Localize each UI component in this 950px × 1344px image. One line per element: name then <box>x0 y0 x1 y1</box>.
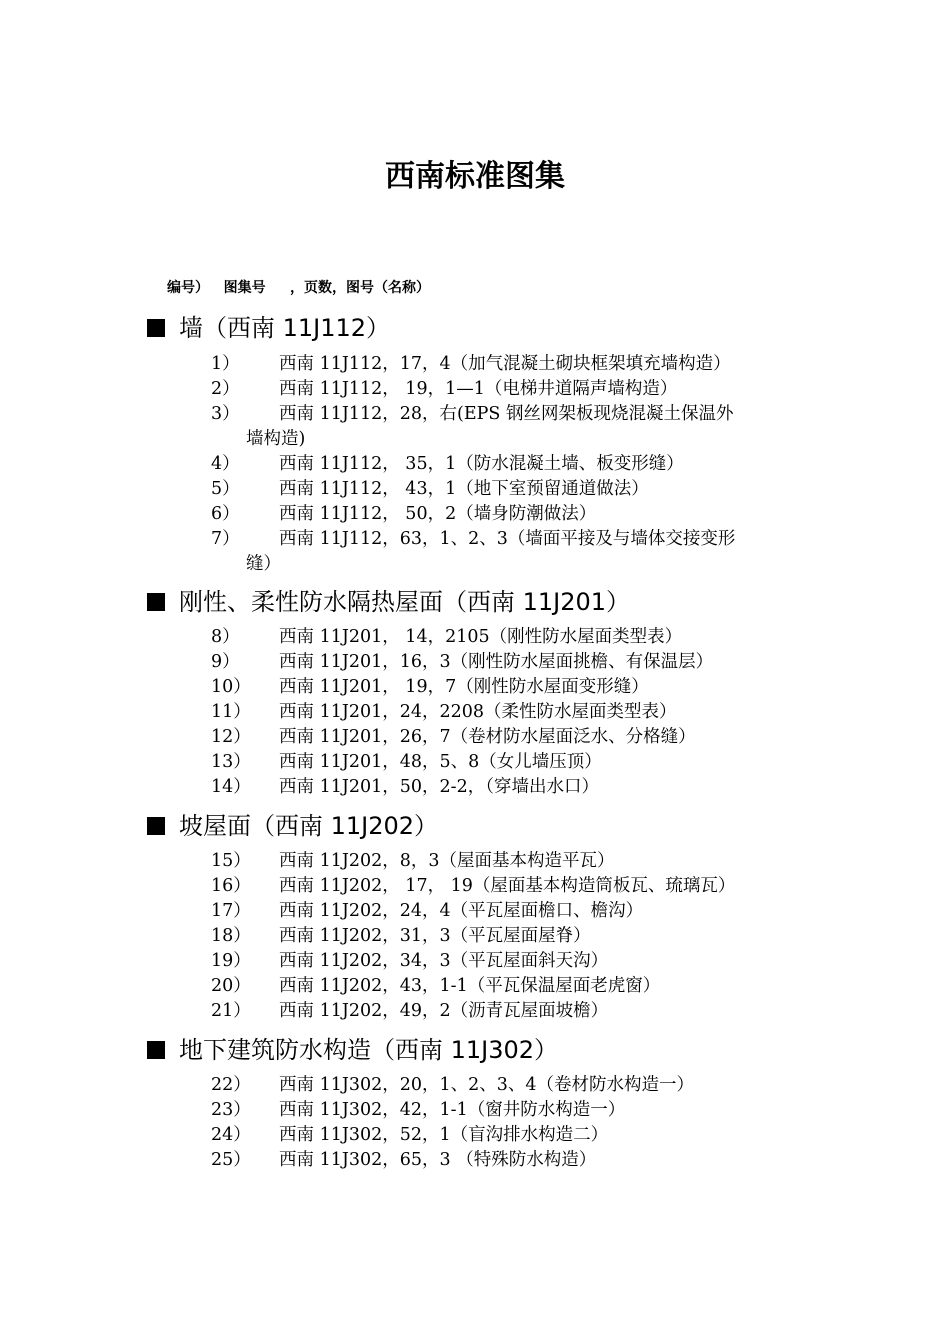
list-item <box>211 924 821 949</box>
section-list-pitched-roof <box>211 849 821 1024</box>
item-text: 西南 11J112， 50，2（墙身防潮做法） <box>279 504 597 524</box>
list-item <box>211 974 821 999</box>
item-text-continued: 墙构造) <box>246 429 306 449</box>
item-number: 1） <box>211 354 240 374</box>
item-number: 23） <box>211 1100 251 1120</box>
list-item <box>211 775 821 800</box>
item-number: 22） <box>211 1075 251 1095</box>
square-bullet-icon <box>147 817 165 835</box>
section-heading-wall <box>147 312 390 344</box>
list-item <box>211 1073 821 1098</box>
item-number: 16） <box>211 876 251 896</box>
item-text: 西南 11J201，24，2208（柔性防水屋面类型表） <box>279 702 677 722</box>
item-text: 西南 11J302，52，1（盲沟排水构造二） <box>279 1125 609 1145</box>
item-text: 西南 11J201，48，5、8（女儿墙压顶） <box>279 752 602 772</box>
list-item <box>211 625 821 650</box>
item-number: 3） <box>211 404 240 424</box>
item-number: 21） <box>211 1001 251 1021</box>
list-item <box>211 874 821 899</box>
item-number: 7） <box>211 529 240 549</box>
item-text: 西南 11J302，42，1-1（窗井防水构造一） <box>279 1100 626 1120</box>
item-text: 西南 11J201， 19，7（刚性防水屋面变形缝） <box>279 677 649 697</box>
item-text: 西南 11J201，50，2-2，（穿墙出水口） <box>279 777 599 797</box>
item-number: 8） <box>211 627 240 647</box>
list-item <box>211 1098 821 1123</box>
item-number: 10） <box>211 677 251 697</box>
section-list-wall <box>211 352 821 577</box>
section-heading-rigid-flexible-roof <box>147 586 630 618</box>
list-item <box>211 452 821 477</box>
item-text: 西南 11J202，49，2（沥青瓦屋面坡檐） <box>279 1001 609 1021</box>
list-item <box>211 352 821 377</box>
item-text: 西南 11J201，16，3（刚性防水屋面挑檐、有保温层） <box>279 652 714 672</box>
section-list-underground-waterproofing <box>211 1073 821 1173</box>
item-number: 14） <box>211 777 251 797</box>
list-item <box>211 849 821 874</box>
item-text: 西南 11J202， 17， 19（屋面基本构造筒板瓦、琉璃瓦） <box>279 876 736 896</box>
square-bullet-icon <box>147 593 165 611</box>
item-number: 12） <box>211 727 251 747</box>
section-heading-underground-waterproofing <box>147 1034 558 1066</box>
item-text: 西南 11J112，17，4（加气混凝土砌块框架填充墙构造） <box>279 354 731 374</box>
list-item <box>211 402 821 452</box>
item-text: 西南 11J202，43，1-1（平瓦保温屋面老虎窗） <box>279 976 661 996</box>
item-text: 西南 11J112， 43，1（地下室预留通道做法） <box>279 479 649 499</box>
list-item <box>211 675 821 700</box>
item-text: 西南 11J202，24，4（平瓦屋面檐口、檐沟） <box>279 901 644 921</box>
list-item <box>211 725 821 750</box>
list-item <box>211 750 821 775</box>
list-item <box>211 502 821 527</box>
column-header: 编号） 图集号 ，页数，图号（名称） <box>167 280 430 296</box>
item-text: 西南 11J202，31，3（平瓦屋面屋脊） <box>279 926 591 946</box>
item-text: 西南 11J201， 14，2105（刚性防水屋面类型表） <box>279 627 683 647</box>
item-number: 20） <box>211 976 251 996</box>
list-item <box>211 949 821 974</box>
section-heading-text: 墙（西南 11J112） <box>179 314 391 342</box>
section-heading-pitched-roof <box>147 810 438 842</box>
list-item <box>211 650 821 675</box>
item-text: 西南 11J112， 35，1（防水混凝土墙、板变形缝） <box>279 454 684 474</box>
item-number: 25） <box>211 1150 251 1170</box>
list-item <box>211 477 821 502</box>
item-number: 2） <box>211 379 240 399</box>
item-number: 24） <box>211 1125 251 1145</box>
item-number: 4） <box>211 454 240 474</box>
item-number: 17） <box>211 901 251 921</box>
item-text: 西南 11J112，28，右(EPS 钢丝网架板现烧混凝土保温外 <box>279 404 734 424</box>
item-number: 11） <box>211 702 251 722</box>
list-item <box>211 700 821 725</box>
page-title: 西南标准图集 <box>385 159 565 194</box>
item-number: 5） <box>211 479 240 499</box>
item-number: 6） <box>211 504 240 524</box>
list-item <box>211 377 821 402</box>
item-text: 西南 11J202，8，3（屋面基本构造平瓦） <box>279 851 615 871</box>
item-text: 西南 11J112，63，1、2、3（墙面平接及与墙体交接变形 <box>279 529 736 549</box>
square-bullet-icon <box>147 319 165 337</box>
list-item <box>211 999 821 1024</box>
item-text: 西南 11J201，26，7（卷材防水屋面泛水、分格缝） <box>279 727 696 747</box>
item-text-continued: 缝） <box>246 554 281 574</box>
section-heading-text: 地下建筑防水构造（西南 11J302） <box>179 1036 559 1064</box>
list-item <box>211 899 821 924</box>
item-text: 西南 11J302，20，1、2、3、4（卷材防水构造一） <box>279 1075 695 1095</box>
item-number: 18） <box>211 926 251 946</box>
list-item <box>211 1123 821 1148</box>
item-number: 19） <box>211 951 251 971</box>
item-number: 15） <box>211 851 251 871</box>
item-number: 9） <box>211 652 240 672</box>
list-item <box>211 527 821 577</box>
section-list-rigid-flexible-roof <box>211 625 821 800</box>
section-heading-text: 刚性、柔性防水隔热屋面（西南 11J201） <box>179 588 631 616</box>
section-heading-text: 坡屋面（西南 11J202） <box>179 812 439 840</box>
item-text: 西南 11J302，65，3 （特殊防水构造） <box>279 1150 597 1170</box>
item-text: 西南 11J202，34，3（平瓦屋面斜天沟） <box>279 951 609 971</box>
square-bullet-icon <box>147 1041 165 1059</box>
item-number: 13） <box>211 752 251 772</box>
list-item <box>211 1148 821 1173</box>
item-text: 西南 11J112， 19，1—1（电梯井道隔声墙构造） <box>279 379 678 399</box>
